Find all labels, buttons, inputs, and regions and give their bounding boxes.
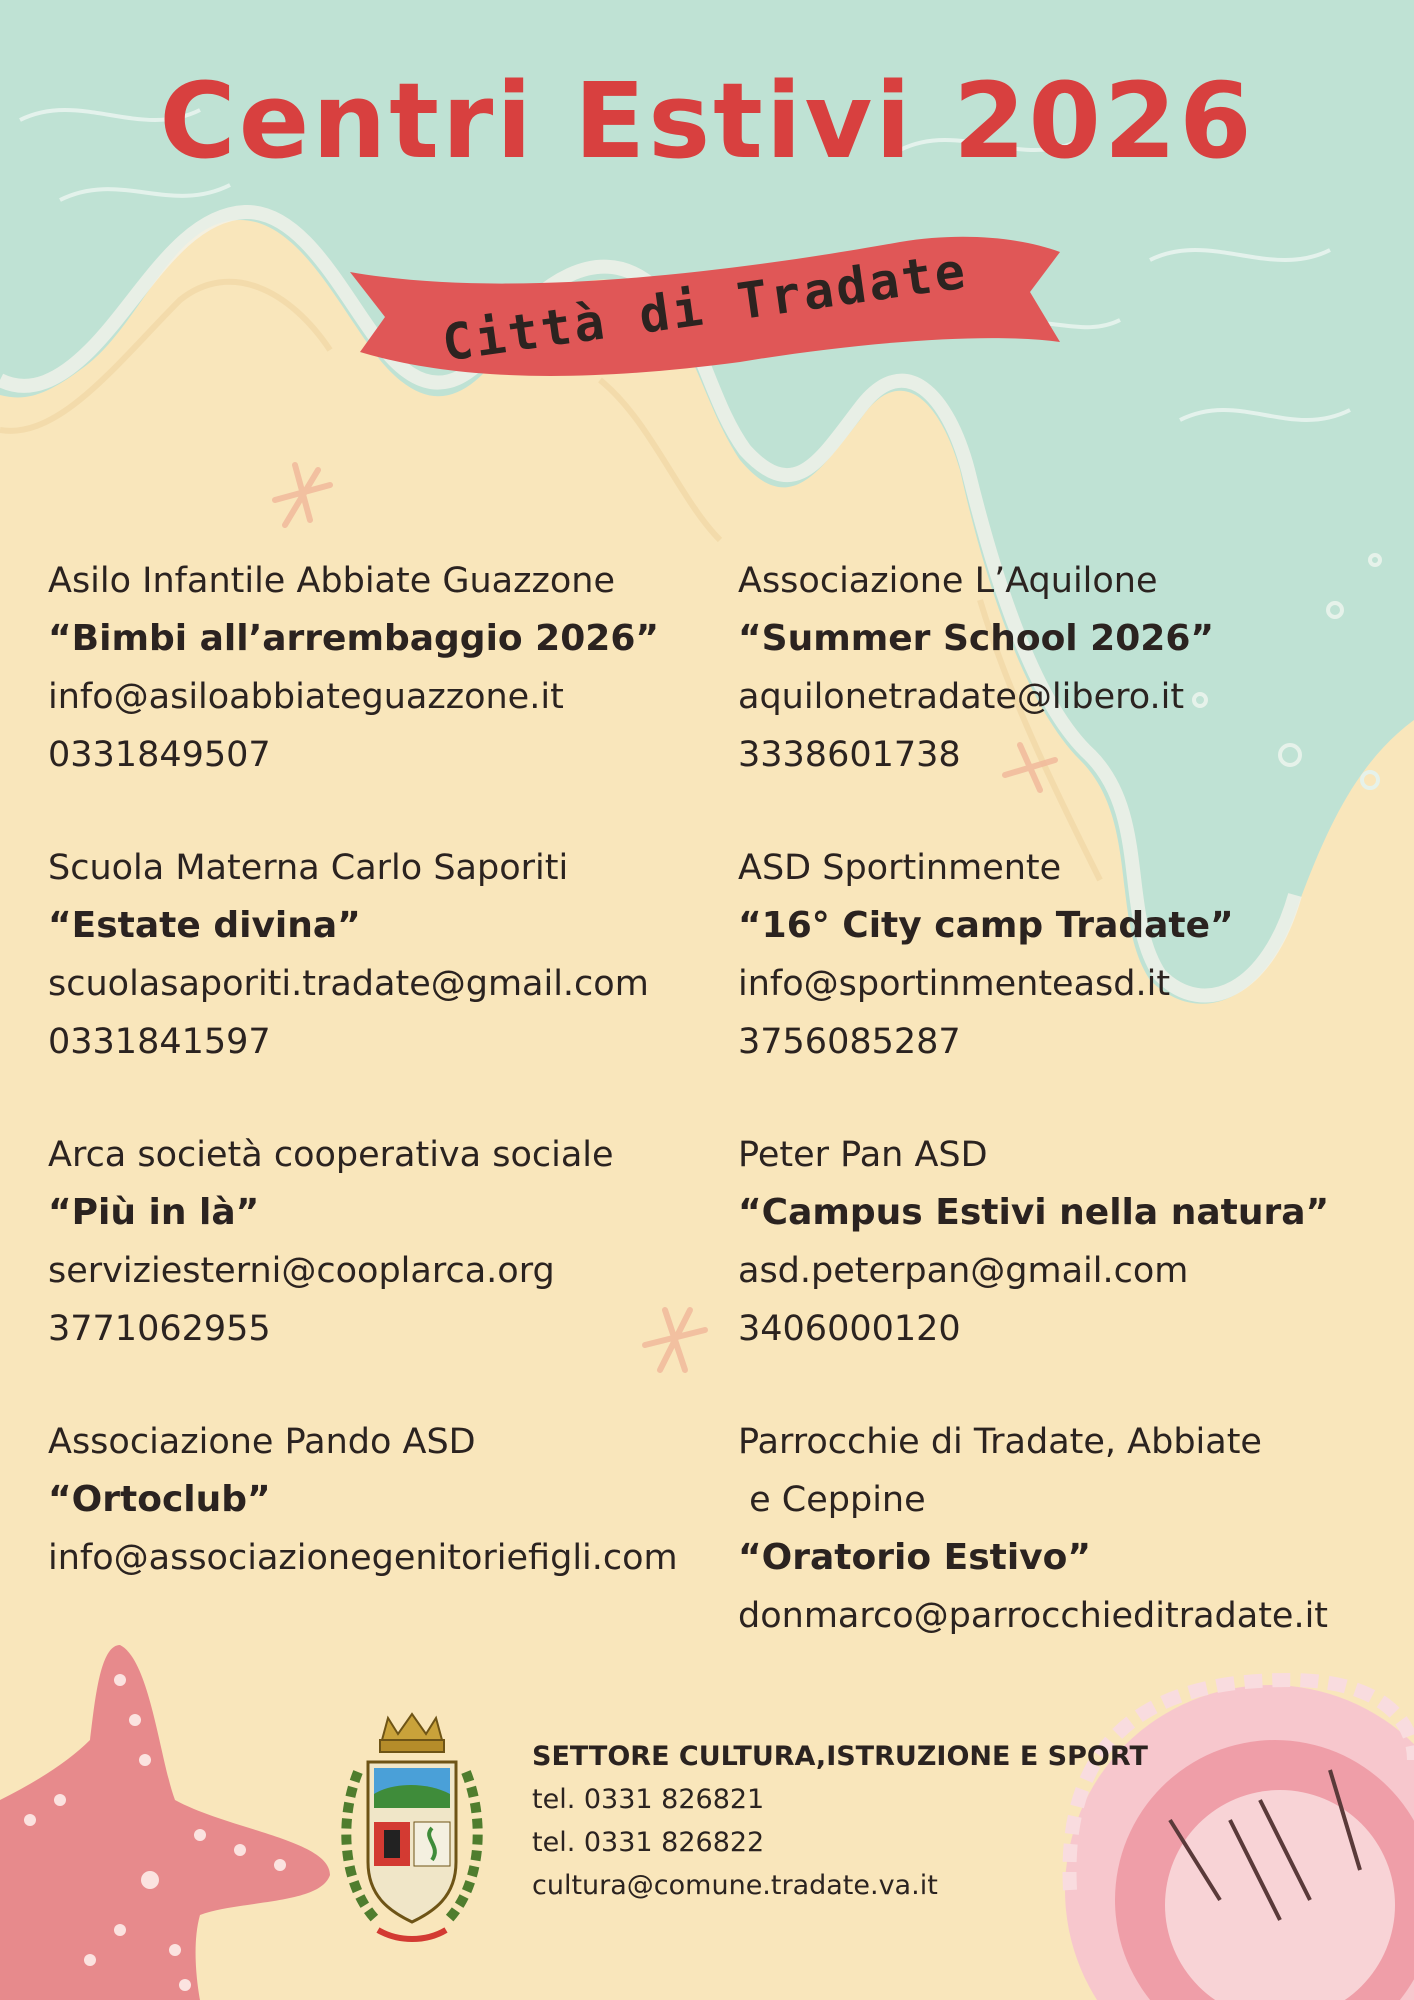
entry-sportinmente bbox=[738, 839, 1414, 1071]
program-name: “Bimbi all’arrembaggio 2026” bbox=[48, 618, 660, 659]
phone-number[interactable]: 0331841597 bbox=[48, 1022, 271, 1062]
program-name: “Ortoclub” bbox=[48, 1479, 271, 1520]
entry-parrocchie bbox=[738, 1413, 1414, 1645]
office-contact bbox=[532, 1735, 1148, 1907]
city-banner bbox=[340, 232, 1070, 382]
email-link[interactable]: donmarco@parrocchieditradate.it bbox=[738, 1596, 1329, 1636]
phone-number[interactable]: 3338601738 bbox=[738, 735, 961, 775]
entry-aquilone bbox=[738, 552, 1414, 784]
office-phone-2[interactable]: tel. 0331 826822 bbox=[532, 1827, 765, 1858]
email-link[interactable]: aquilonetradate@libero.it bbox=[738, 677, 1185, 717]
org-name: Parrocchie di Tradate, Abbiate bbox=[738, 1422, 1262, 1462]
email-link[interactable]: info@associazionegenitoriefigli.com bbox=[48, 1538, 678, 1578]
email-link[interactable]: serviziesterni@cooplarca.org bbox=[48, 1251, 555, 1291]
entry-arca bbox=[48, 1126, 748, 1358]
org-name: Arca società cooperativa sociale bbox=[48, 1135, 614, 1175]
org-name: Associazione L’Aquilone bbox=[738, 561, 1158, 601]
office-phone-1[interactable]: tel. 0331 826821 bbox=[532, 1784, 765, 1815]
program-name: “Campus Estivi nella natura” bbox=[738, 1192, 1330, 1233]
banner-text: Città di Tradate bbox=[438, 241, 972, 373]
org-name: ASD Sportinmente bbox=[738, 848, 1062, 888]
phone-number[interactable]: 3756085287 bbox=[738, 1022, 961, 1062]
office-heading: SETTORE CULTURA,ISTRUZIONE E SPORT bbox=[532, 1741, 1148, 1772]
email-link[interactable]: scuolasaporiti.tradate@gmail.com bbox=[48, 964, 649, 1004]
entry-asilo-abbiate bbox=[48, 552, 748, 784]
page-title: Centri Estivi 2026 bbox=[159, 60, 1255, 182]
entry-peter-pan bbox=[738, 1126, 1414, 1358]
entry-pando bbox=[48, 1413, 748, 1587]
program-name: “Oratorio Estivo” bbox=[738, 1537, 1092, 1578]
org-name-continued: e Ceppine bbox=[738, 1480, 926, 1520]
phone-number[interactable]: 3406000120 bbox=[738, 1309, 961, 1349]
program-name: “Summer School 2026” bbox=[738, 618, 1215, 659]
email-link[interactable]: asd.peterpan@gmail.com bbox=[738, 1251, 1189, 1291]
org-name: Scuola Materna Carlo Saporiti bbox=[48, 848, 569, 888]
org-name: Peter Pan ASD bbox=[738, 1135, 988, 1175]
program-name: “Estate divina” bbox=[48, 905, 361, 946]
program-name: “16° City camp Tradate” bbox=[738, 905, 1234, 946]
org-name: Asilo Infantile Abbiate Guazzone bbox=[48, 561, 616, 601]
org-name: Associazione Pando ASD bbox=[48, 1422, 476, 1462]
city-crest-icon bbox=[338, 1712, 486, 1952]
program-name: “Più in là” bbox=[48, 1192, 260, 1233]
office-email[interactable]: cultura@comune.tradate.va.it bbox=[532, 1870, 938, 1901]
entry-scuola-saporiti bbox=[48, 839, 748, 1071]
email-link[interactable]: info@sportinmenteasd.it bbox=[738, 964, 1171, 1004]
phone-number[interactable]: 3771062955 bbox=[48, 1309, 271, 1349]
email-link[interactable]: info@asiloabbiateguazzone.it bbox=[48, 677, 564, 717]
phone-number[interactable]: 0331849507 bbox=[48, 735, 271, 775]
